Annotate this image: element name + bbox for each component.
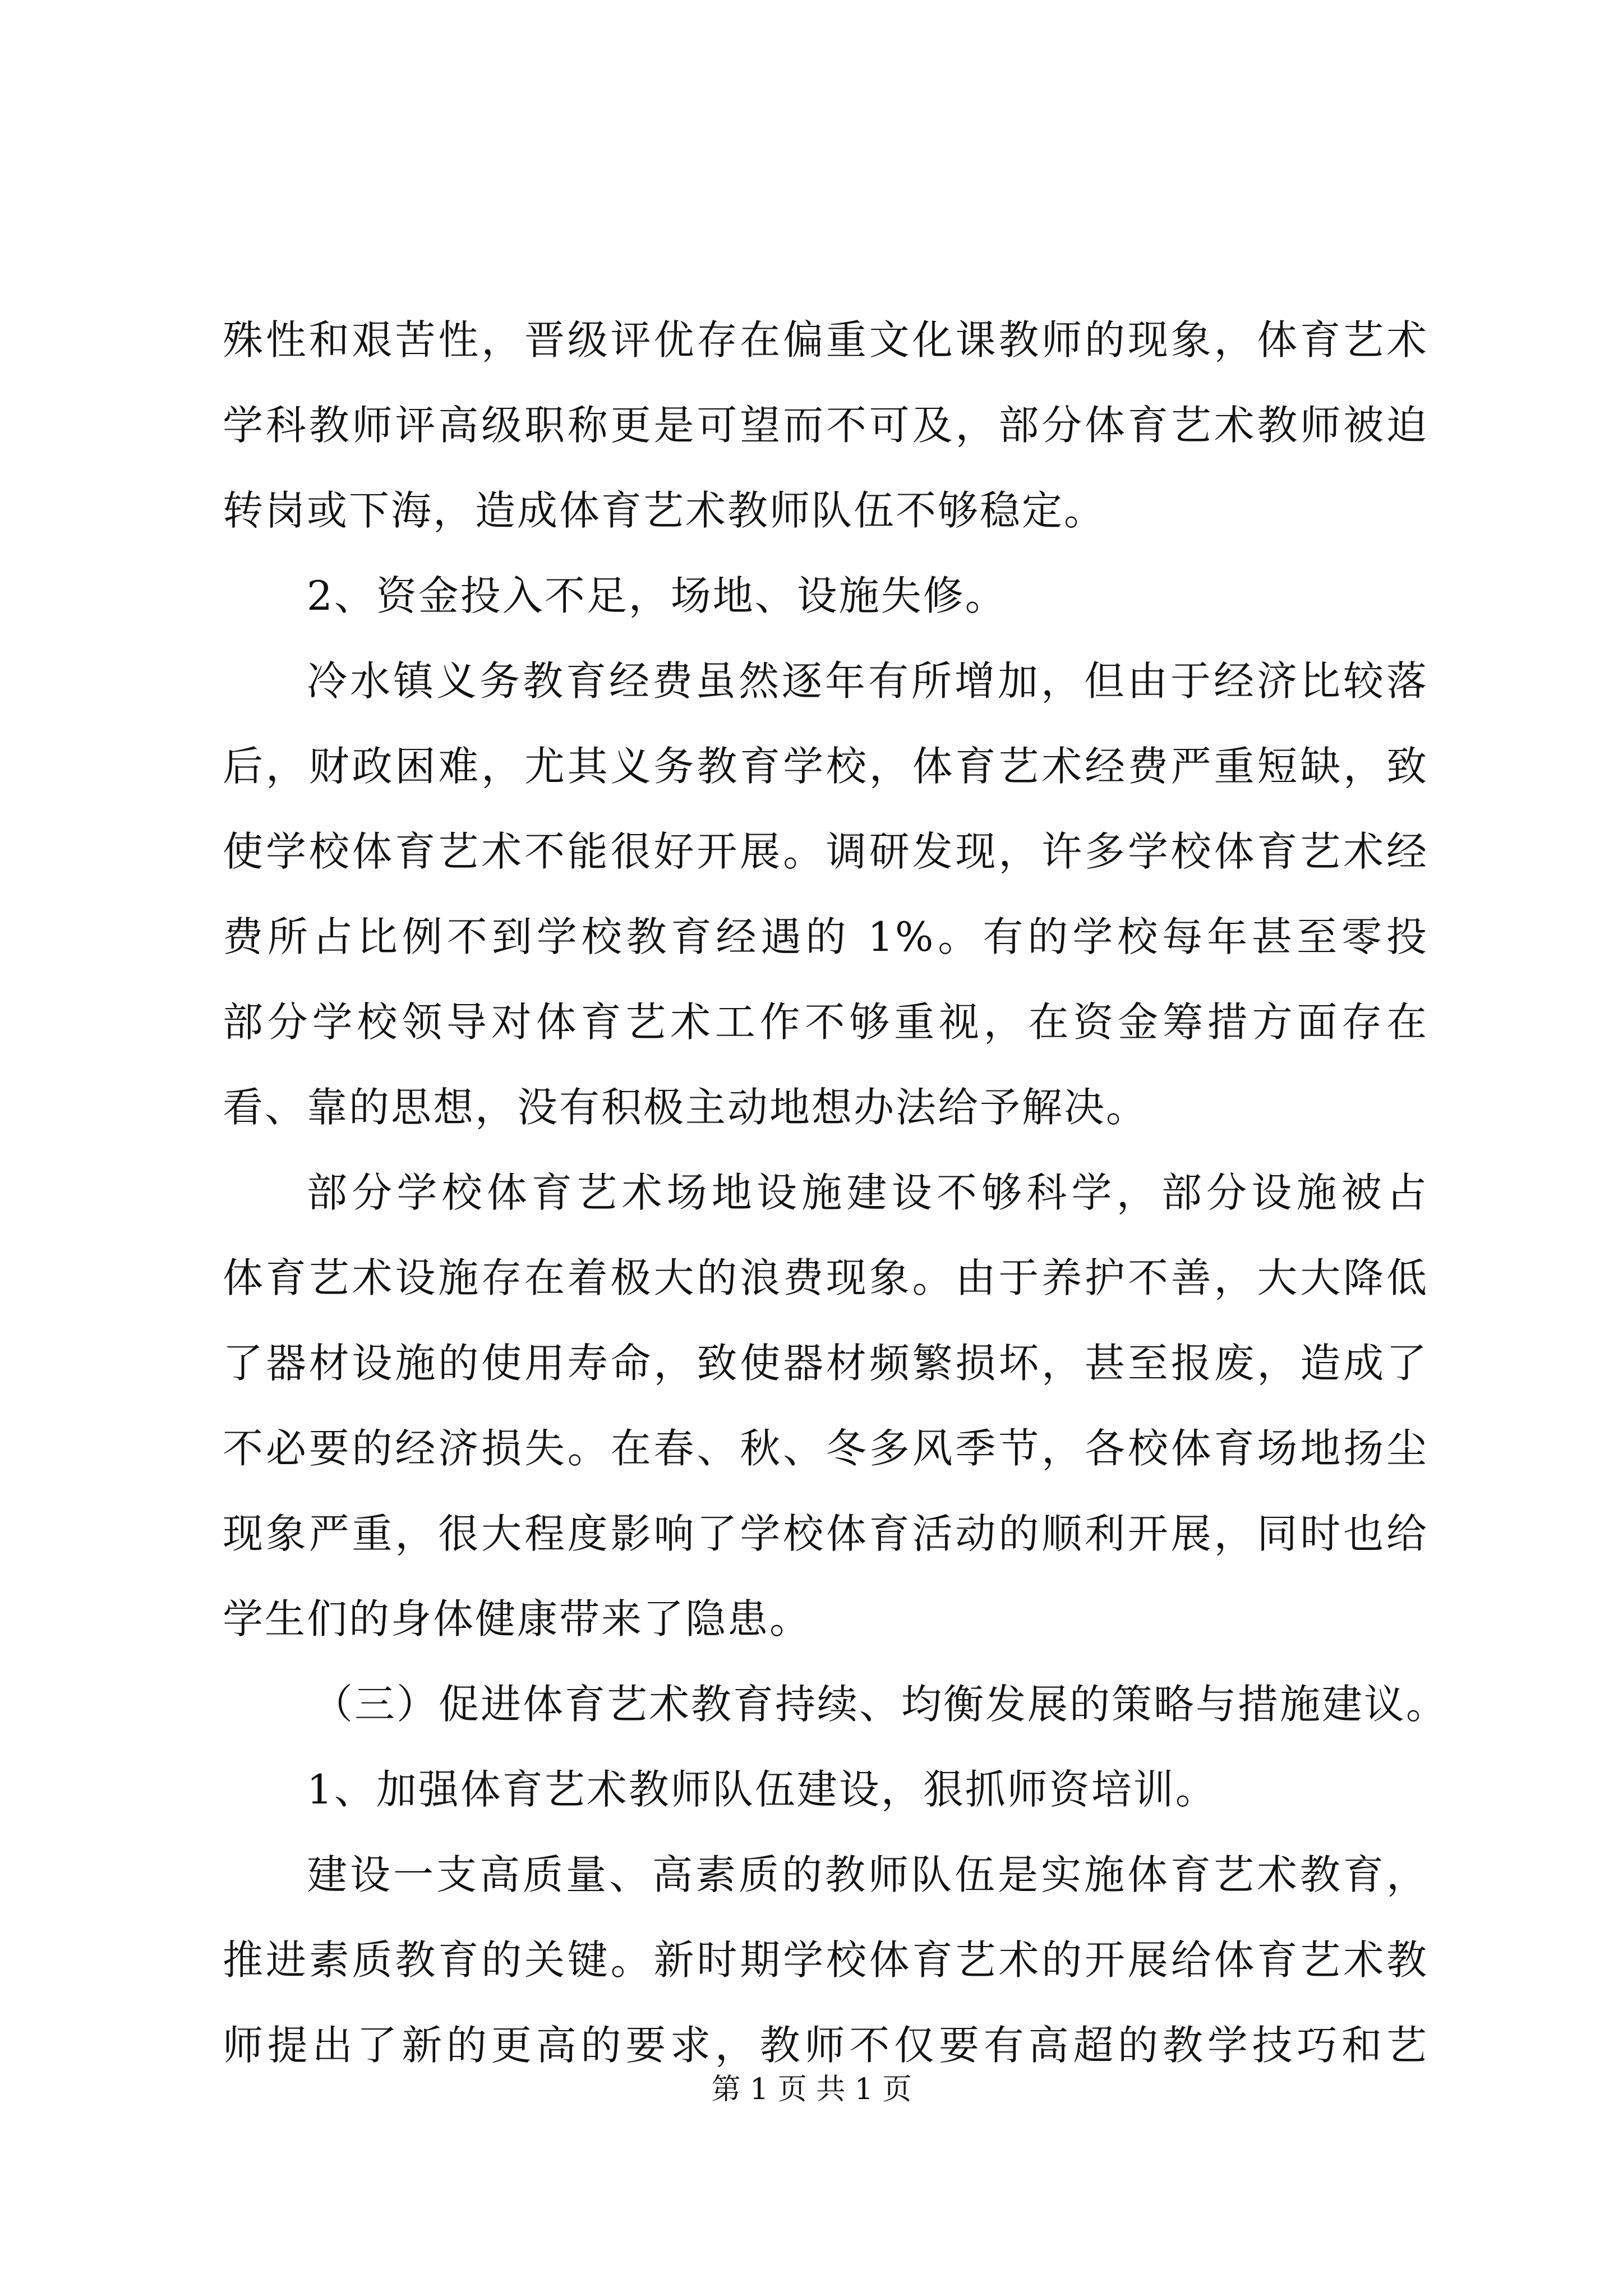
text-line: 费所占比例不到学校教育经遇的 1%。有的学校每年甚至零投: [223, 913, 1428, 960]
section-heading: 1、加强体育艺术教师队伍建设，狠抓师资培训。: [307, 1766, 1218, 1813]
text-line: 部分学校体育艺术场地设施建设不够科学，部分设施被占: [307, 1169, 1428, 1216]
document-body: [223, 297, 1449, 2088]
text-line: 建设一支高质量、高素质的教师队伍是实施体育艺术教育，: [307, 1851, 1428, 1898]
text-line: 部分学校领导对体育艺术工作不够重视，在资金筹措方面存在: [223, 999, 1428, 1046]
text-line: 现象严重，很大程度影响了学校体育活动的顺利开展，同时也给: [223, 1510, 1428, 1557]
text-line: 后，财政困难，尤其义务教育学校，体育艺术经费严重短缺，致: [223, 743, 1428, 790]
page-number-footer: 第 1 页 共 1 页: [711, 2073, 912, 2106]
text-line: 师提出了新的更高的要求，教师不仅要有高超的教学技巧和艺: [223, 2022, 1428, 2069]
text-line: 不必要的经济损失。在春、秋、冬多风季节，各校体育场地扬尘: [223, 1425, 1428, 1472]
text-line: 转岗或下海，造成体育艺术教师队伍不够稳定。: [223, 487, 1106, 534]
text-line: 冷水镇义务教育经费虽然逐年有所增加，但由于经济比较落: [307, 657, 1428, 705]
text-line: 体育艺术设施存在着极大的浪费现象。由于养护不善，大大降低: [223, 1254, 1428, 1301]
section-heading: （三）促进体育艺术教育持续、均衡发展的策略与措施建议。: [312, 1681, 1449, 1728]
text-line: 推进素质教育的关键。新时期学校体育艺术的开展给体育艺术教: [223, 1936, 1428, 1984]
section-heading: 2、资金投入不足，场地、设施失修。: [307, 572, 1007, 619]
text-line: 使学校体育艺术不能很好开展。调研发现，许多学校体育艺术经: [223, 828, 1428, 875]
text-line: 了器材设施的使用寿命，致使器材频繁损坏，甚至报废，造成了: [223, 1340, 1428, 1387]
text-line: 殊性和艰苦性，晋级评优存在偏重文化课教师的现象，体育艺术: [223, 316, 1428, 364]
text-line: 学生们的身体健康带来了隐患。: [223, 1595, 812, 1642]
text-line: 看、靠的思想，没有积极主动地想办法给予解决。: [223, 1084, 1149, 1131]
text-line: 学科教师评高级职称更是可望而不可及，部分体育艺术教师被迫: [223, 402, 1428, 449]
